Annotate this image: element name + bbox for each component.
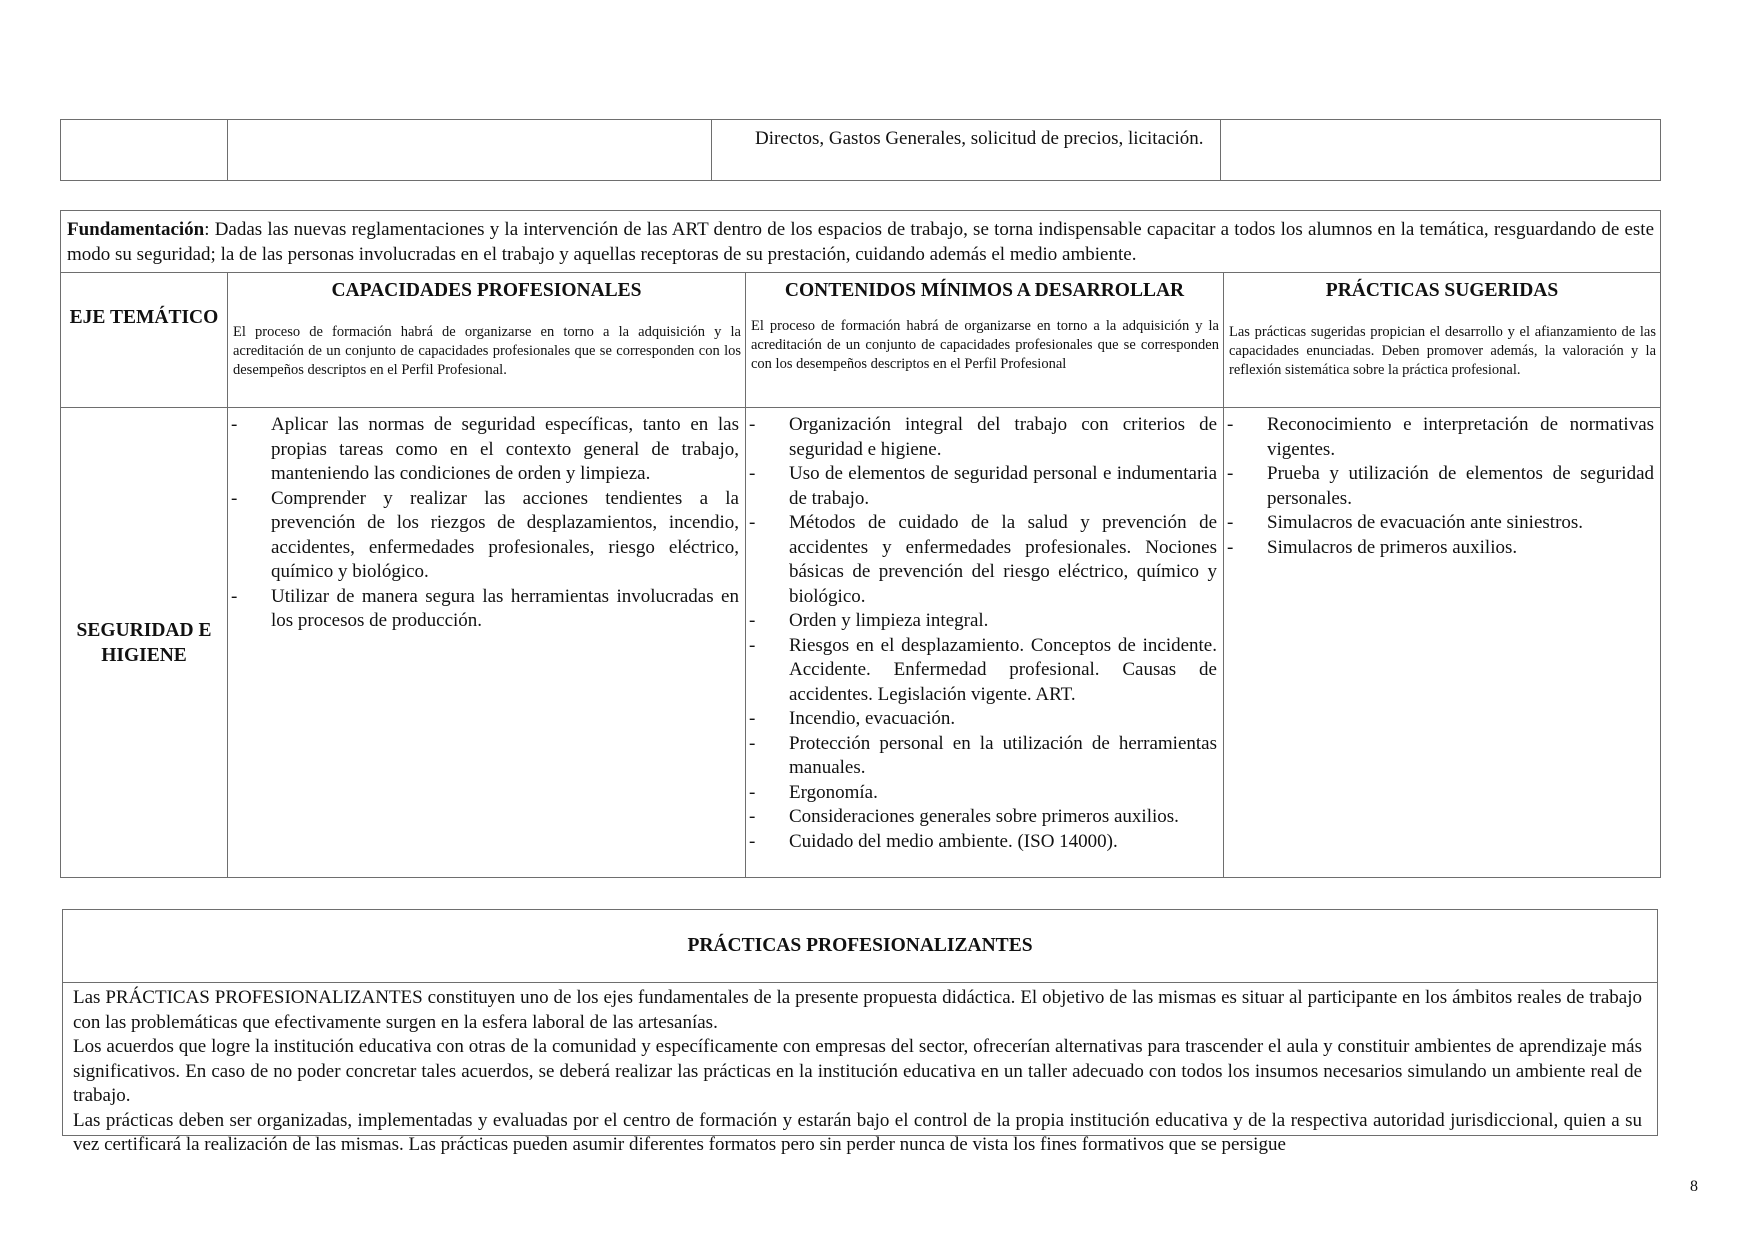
list-item-text: Ergonomía. [789,781,878,803]
list-item-text: Aplicar las normas de seguridad específicas, tanto en las propias tareas como en el contexto general de trabajo, manteniendo las condiciones de orden y limpieza. [271,414,739,484]
list-item [749,462,1217,511]
contenidos-cell [746,408,1224,878]
capacidades-cell [228,408,746,878]
bullet-marker: - [749,463,756,484]
bullet-marker: - [749,512,756,533]
bullet-marker: - [231,585,238,607]
curriculum-table [60,210,1661,878]
bullet-marker: - [1227,536,1234,558]
capacidades-desc: El proceso de formación habrá de organizarse en torno a la adquisición y la acreditación de un conjunto de capacidades profesionales que se corresponden con los desempeños descriptos en el Perfil Profesional. [233,324,741,378]
list-item-text: Organización integral del trabajo con criterios de seguridad e higiene. [789,414,1217,460]
list-item [1227,511,1654,536]
bullet-marker: - [1227,512,1234,533]
empty-cell [61,120,228,181]
list-item-text: Protección personal en la utilización de herramientas manuales. [789,732,1217,778]
practicas-header [1224,273,1661,408]
bullet-marker: - [1227,414,1234,435]
bullet-marker: - [749,781,756,803]
bullet-marker: - [231,487,238,509]
practicas-title: PRÁCTICAS SUGERIDAS [1325,280,1559,301]
bullet-marker: - [749,732,756,754]
list-item-text: Incendio, evacuación. [789,708,956,729]
bullet-marker: - [1227,463,1234,484]
page-number: 8 [1690,1178,1698,1195]
list-item-text: Métodos de cuidado de la salud y prevención de accidentes y enfermedades profesionales. Nociones básicas de prevención del riesgo eléctrico, químico y biológico. [789,512,1217,607]
capacidades-header [228,273,746,408]
practicas-profesionalizantes-body [63,983,1657,1155]
list-item-text: Comprender y realizar las acciones tendientes a la prevención de los riezgos de desplazamientos, incendio, accidentes, enfermedades profesionales, riesgo eléctrico, químico y biológico. [271,487,739,582]
list-item-text: Reconocimiento e interpretación de normativas vigentes. [1267,414,1655,460]
list-item [749,830,1217,855]
list-item-text: Simulacros de primeros auxilios. [1267,536,1518,558]
list-item-text: Uso de elementos de seguridad personal e indumentaria de trabajo. [789,463,1217,509]
bullet-marker: - [749,634,756,656]
bullet-marker: - [749,610,756,631]
fundamentacion-cell [61,211,1661,273]
list-item-text: Consideraciones generales sobre primeros auxilios. [789,806,1179,827]
list-item-text: Utilizar de manera segura las herramientas involucradas en los procesos de producción. [271,585,739,631]
fundamentacion-text: : Dadas las nuevas reglamentaciones y la intervención de las ART dentro de los espacios de trabajo, se torna indispensable capacitar a todos los alumnos en la temática, resguardando de este modo su seguridad; la de las personas involucradas en el trabajo y aquellas receptoras de su prestación, cuidando además el medio ambiente. [67,219,1655,265]
list-item [749,511,1217,609]
list-item-text: Prueba y utilización de elementos de seguridad personales. [1267,463,1655,509]
bullet-marker: - [231,414,238,435]
list-item-text: Simulacros de evacuación ante siniestros. [1267,512,1584,533]
practicas-profesionalizantes-body-cell [63,983,1658,1155]
list-item [231,413,739,487]
list-item [231,487,739,585]
list-item [1227,536,1654,561]
continuation-text: Directos, Gastos Generales, solicitud de precios, licitación. [712,120,1221,181]
practicas-cell [1224,408,1661,878]
eje-seguridad-higiene: SEGURIDAD E HIGIENE [61,408,228,878]
bullet-marker: - [749,414,756,435]
capacidades-title: CAPACIDADES PROFESIONALES [331,280,642,301]
list-item [749,413,1217,462]
bullet-marker: - [749,806,756,827]
contenidos-desc: El proceso de formación habrá de organizarse en torno a la adquisición y la acreditación de un conjunto de capacidades profesionales que se corresponden con los desempeños descriptos en el Perfil Profesional [751,318,1219,372]
list-item-text: Riesgos en el desplazamiento. Conceptos de incidente. Accidente. Enfermedad profesional. Causas de accidentes. Legislación vigente. ART. [789,634,1217,705]
contenidos-header [746,273,1224,408]
list-item [1227,462,1654,511]
list-item [231,585,739,634]
empty-cell [228,120,712,181]
contenidos-title: CONTENIDOS MÍNIMOS A DESARROLLAR [784,280,1185,301]
practicas-list [1224,408,1660,560]
list-item [1227,413,1654,462]
capacidades-list [228,408,745,634]
practicas-profesionalizantes-title: PRÁCTICAS PROFESIONALIZANTES [63,910,1658,983]
empty-cell [1221,120,1661,181]
list-item [749,805,1217,830]
practicas-profesionalizantes-table [62,909,1658,1155]
list-item [749,634,1217,708]
practicas-desc: Las prácticas sugeridas propician el desarrollo y el afianzamiento de las capacidades enunciadas. Deben promover además, la valoración y la reflexión sistemática sobre la práctica profesional. [1229,324,1657,378]
eje-tematico-header: EJE TEMÁTICO [61,273,228,408]
list-item [749,707,1217,732]
pp-paragraph: Los acuerdos que logre la institución educativa con otras de la comunidad y específicamente con empresas del sector, ofrecerían alternativas para trascender el aula y constituir ambientes de aprendizaje más significativos. En caso de no poder concretar tales acuerdos, se deberá realizar las prácticas en la institución educativa en un taller adecuado con todos los insumos necesarios simulando un ambiente real de trabajo. [73,1036,1642,1106]
list-item-text: Cuidado del medio ambiente. (ISO 14000). [789,830,1118,852]
contenidos-list [746,408,1223,854]
pp-paragraph: Las PRÁCTICAS PROFESIONALIZANTES constituyen uno de los ejes fundamentales de la presente propuesta didáctica. El objetivo de las mismas es situar al participante en los ámbitos reales de trabajo con las problemáticas que efectivamente surgen en la esfera laboral de las artesanías. [73,987,1642,1033]
list-item-text: Orden y limpieza integral. [789,610,989,631]
pp-paragraph: Las prácticas deben ser organizadas, implementadas y evaluadas por el centro de formación y estarán bajo el control de la propia institución educativa y de la respectiva autoridad jurisdiccional, quien a su vez certificará la realización de las mismas. Las prácticas pueden asumir diferentes formatos pero sin perder nunca de vista los fines formativos que se persigue [73,1109,1642,1155]
continuation-table [60,119,1661,181]
list-item [749,781,1217,806]
list-item [749,609,1217,634]
fundamentacion-label: Fundamentación [67,219,205,240]
bullet-marker: - [749,708,756,729]
bullet-marker: - [749,830,756,852]
list-item [749,732,1217,781]
